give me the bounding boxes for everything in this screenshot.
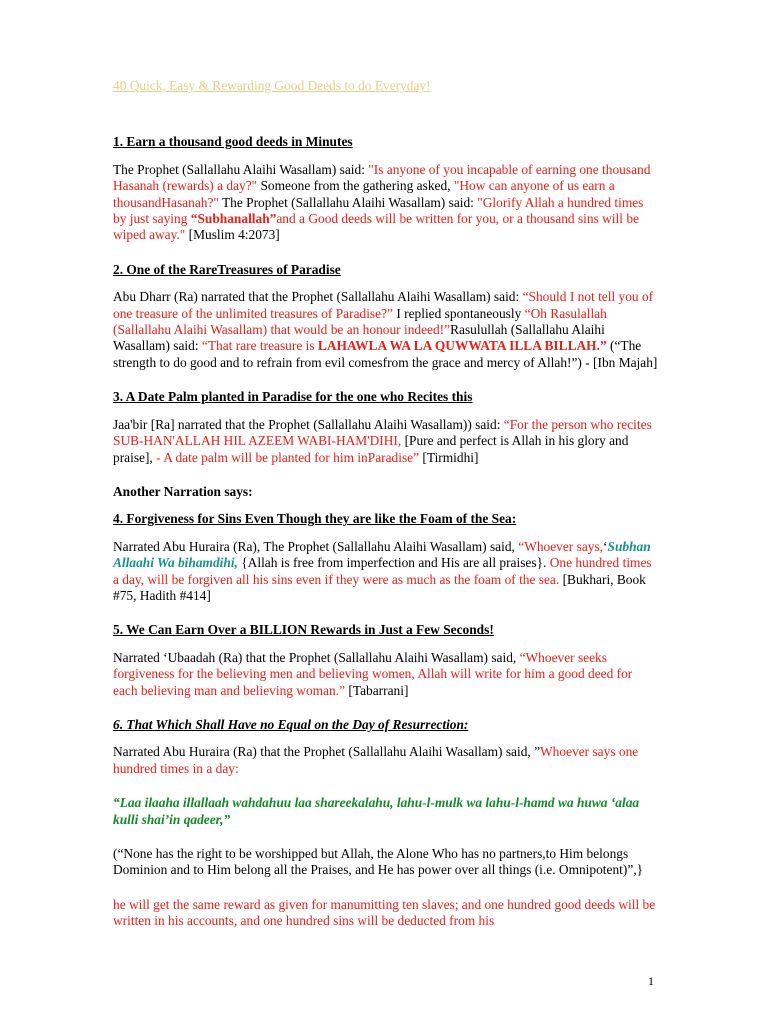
citation: [Tirmidhi] bbox=[419, 449, 479, 465]
page-number: 1 bbox=[648, 974, 654, 988]
section-3-heading: 3. A Date Palm planted in Paradise for the one who Recites this bbox=[113, 389, 473, 405]
red-quote: - A date palm will be planted for him inParadise” bbox=[156, 449, 420, 465]
red-quote: “Should I not tell you of one treasure of the unlimited treasures of Paradise?” bbox=[113, 289, 654, 321]
red-quote: and a Good deeds will be written for you, or a thousand sins will be wiped away." bbox=[113, 211, 639, 243]
red-bold-quote: “Subhanallah” bbox=[190, 211, 277, 227]
red-quote: “Whoever says, bbox=[518, 538, 604, 554]
text: Someone from the gathering asked, bbox=[257, 178, 454, 194]
another-narration-label: Another Narration says: bbox=[113, 483, 253, 499]
section-6-body bbox=[113, 744, 658, 777]
document-page bbox=[113, 78, 658, 930]
red-quote: Whoever says one hundred times in a day: bbox=[113, 744, 639, 776]
citation: [Tabarrani] bbox=[345, 682, 409, 698]
quote-mark: ‘ bbox=[603, 538, 608, 554]
text: Rasulullah (Sallallahu Alaihi Wasallam) said: bbox=[113, 322, 605, 354]
section-1-body bbox=[113, 162, 658, 244]
red-quote: "Glorify Allah a hundred times by just saying bbox=[113, 194, 644, 227]
text: Narrated Abu Huraira (Ra) that the Prophet (Sallallahu Alaihi Wasallam) said, ” bbox=[113, 744, 541, 760]
red-quote: One hundred times a day, will be forgiven all his sins even if they were as much as the foam of the sea. bbox=[113, 555, 652, 587]
section-2-body bbox=[113, 289, 658, 371]
document-title: 40 Quick, Easy & Rewarding Good Deeds to do Everyday! bbox=[113, 78, 431, 93]
text: I replied spontaneously bbox=[392, 305, 525, 321]
section-4-body bbox=[113, 539, 658, 605]
citation: (“The strength to do good and to refrain from evil comesfrom the grace and mercy of Allah!”) - [Ibn Majah] bbox=[113, 338, 658, 370]
teal-dhikr: Subhan Allaahi Wa bihamdihi, bbox=[113, 538, 651, 571]
section-4-heading: 4. Forgiveness for Sins Even Though they are like the Foam of the Sea: bbox=[113, 511, 517, 527]
text: Narrated ‘Ubaadah (Ra) that the Prophet (Sallallahu Alaihi Wasallam) said, bbox=[113, 649, 520, 665]
red-quote: "Is anyone of you incapable of earning one thousand Hasanah (rewards) a day?" bbox=[113, 161, 651, 194]
section-5-heading: 5. We Can Earn Over a BILLION Rewards in Just a Few Seconds! bbox=[113, 622, 494, 638]
red-quote: “Whoever seeks forgiveness for the believing men and believing women, Allah will write for him a good deed for each believing man and believing woman.” bbox=[113, 649, 633, 698]
text: The Prophet (Sallallahu Alaihi Wasallam) said: bbox=[113, 161, 369, 177]
red-quote: “For the person who recites SUB-HAN'ALLAH HIL AZEEM WABI-HAM'DIHI, bbox=[113, 416, 652, 449]
section-6-dhikr: “Laa ilaaha illallaah wahdahuu laa shareekalahu, lahu-l-mulk wa lahu-l-hamd wa huwa ‘alaa kulli shai’in qadeer,” bbox=[113, 795, 640, 827]
text: Jaa'bir [Ra] narrated that the Prophet (Sallallahu Alaihi Wasallam)) said: bbox=[113, 416, 504, 432]
section-6-heading: 6. That Which Shall Have no Equal on the Day of Resurrection: bbox=[113, 716, 469, 732]
text: Narrated Abu Huraira (Ra), The Prophet (Sallallahu Alaihi Wasallam) said, bbox=[113, 538, 519, 554]
section-6-translation: (“None has the right to be worshipped but Allah, the Alone Who has no partners,to Him belongs Dominion and to Him belong all the Praises, and He has power over all things (i.e. Omnipotent)”,} bbox=[113, 846, 644, 878]
text: [Pure and perfect is Allah in his glory and praise], bbox=[113, 433, 629, 465]
citation: [Muslim 4:2073] bbox=[185, 227, 280, 243]
text: {Allah is free from imperfection and His are all praises}. bbox=[237, 555, 550, 571]
section-6-reward: he will get the same reward as given for manumitting ten slaves; and one hundred good deeds will be written in his accounts, and one hundred sins will be deducted from his bbox=[113, 896, 656, 929]
text: The Prophet (Sallallahu Alaihi Wasallam) said: bbox=[218, 194, 478, 210]
red-quote: “Oh Rasulallah (Sallallahu Alaihi Wasallam) that would be an honour indeed!” bbox=[113, 305, 607, 338]
citation: [Bukhari, Book #75, Hadith #414] bbox=[113, 571, 646, 603]
section-2-heading: 2. One of the RareTreasures of Paradise bbox=[113, 261, 341, 277]
text: Abu Dharr (Ra) narrated that the Prophet (Sallallahu Alaihi Wasallam) said: bbox=[113, 289, 523, 305]
red-quote: "How can anyone of us earn a thousandHasanah?" bbox=[113, 178, 615, 210]
red-bold-quote: LAHAWLA WA LA QUWWATA ILLA BILLAH.” bbox=[317, 338, 607, 354]
section-5-body bbox=[113, 650, 658, 699]
red-quote: “That rare treasure is bbox=[201, 338, 318, 354]
section-1-heading: 1. Earn a thousand good deeds in Minutes bbox=[113, 134, 353, 150]
section-3-body bbox=[113, 417, 658, 466]
